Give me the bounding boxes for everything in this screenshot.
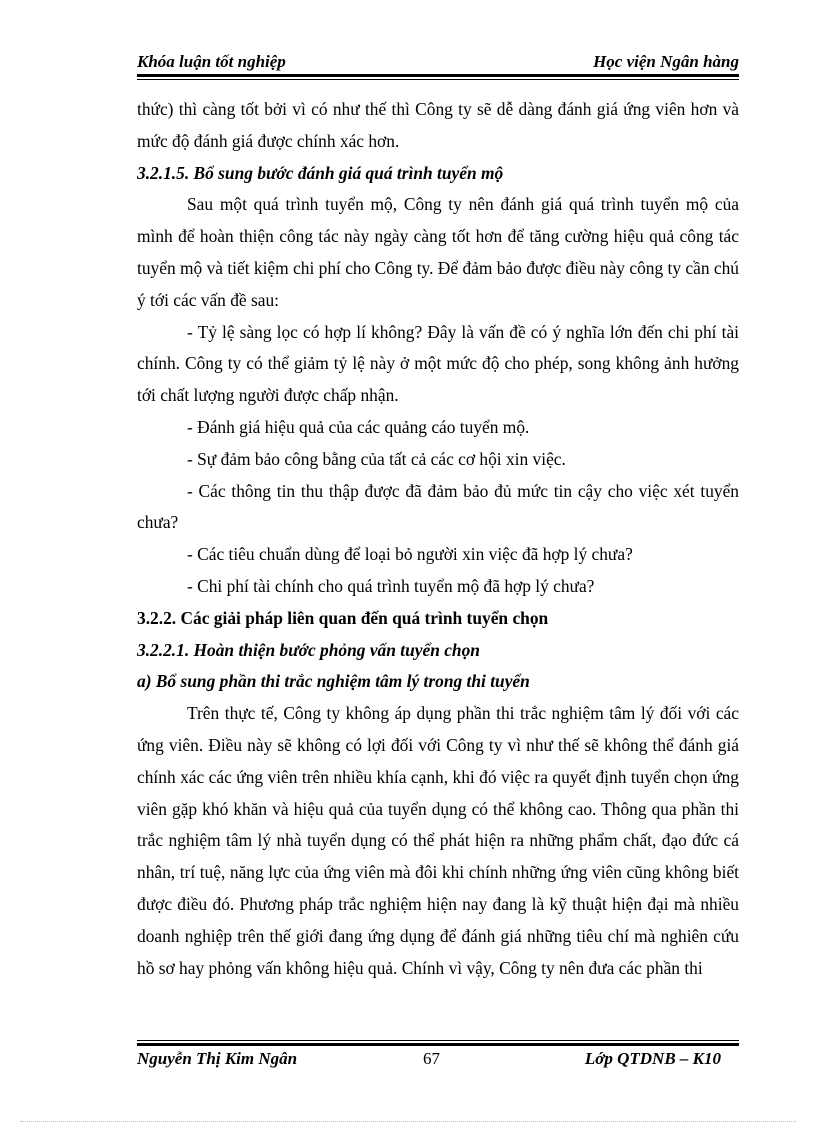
bullet-financial-cost: - Chi phí tài chính cho quá trình tuyển mộ đã hợp lý chưa? xyxy=(187,575,595,596)
bullet-fairness: - Sự đảm bảo công bằng của tất cả các cơ hội xin việc. xyxy=(187,448,566,469)
page-footer xyxy=(137,1049,739,1073)
footer-author: Nguyễn Thị Kim Ngân xyxy=(137,1049,298,1068)
footer-rule-thin xyxy=(137,1040,739,1041)
section-heading-3-2-2: 3.2.2. Các giải pháp liên quan đến quá trình tuyển chọn xyxy=(137,607,549,628)
header-rule-thick xyxy=(137,74,739,77)
section-heading-3-2-1-5: 3.2.1.5. Bổ sung bước đánh giá quá trình tuyển mộ xyxy=(137,162,504,183)
page-body xyxy=(137,94,739,984)
header-institution: Học viện Ngân hàng xyxy=(593,52,739,71)
paragraph-psychological-test: Trên thực tế, Công ty không áp dụng phần thi trắc nghiệm tâm lý đối với các ứng viên. Điều này sẽ không có lợi đối với Công ty vì như thế sẽ không thể đánh giá chính xác các ứng viên trên nhiều khía cạnh, khi đó việc ra quyết định tuyển chọn ứng viên gặp khó khăn và hiệu quả của tuyển dụng có thể không cao. Thông qua phần thi trắc nghiệm tâm lý nhà tuyển dụng có thể phát hiện ra những phẩm chất, đạo đức cá nhân, trí tuệ, năng lực của ứng viên mà đôi khi chính những ứng viên cũng không biết được điều đó. Phương pháp trắc nghiệm hiện nay đang là kỹ thuật hiện đại mà nhiều doanh nghiệp trên thế giới đang ứng dụng để đánh giá những tiêu chí mà nghiên cứu hồ sơ hay phỏng vấn không hiệu quả. Chính vì vậy, Công ty nên đưa các phần thi xyxy=(137,703,739,978)
subsection-heading-a: a) Bổ sung phần thi trắc nghiệm tâm lý trong thi tuyển xyxy=(137,671,530,692)
page-number: 67 xyxy=(423,1049,440,1068)
paragraph-recruitment-evaluation: Sau một quá trình tuyển mộ, Công ty nên đánh giá quá trình tuyển mộ của mình để hoàn thiện công tác này ngày càng tốt hơn để tăng cường hiệu quả công tác tuyển mộ và tiết kiệm chi phí cho Công ty. Để đảm bảo được điều này công ty cần chú ý tới các vấn đề sau: xyxy=(137,194,739,310)
footer-rule-thick xyxy=(137,1043,739,1046)
page-header xyxy=(137,50,739,74)
footer-class: Lớp QTDNB – K10 xyxy=(584,1049,721,1068)
bullet-information-reliability: - Các thông tin thu thập được đã đảm bảo đủ mức tin cậy cho việc xét tuyển chưa? xyxy=(137,480,739,533)
bullet-elimination-criteria: - Các tiêu chuẩn dùng để loại bỏ người xin việc đã hợp lý chưa? xyxy=(187,544,633,565)
header-thesis-title: Khóa luận tốt nghiệp xyxy=(137,52,286,71)
page-bottom-dotted-line xyxy=(20,1121,796,1122)
bullet-advertising-effectiveness: - Đánh giá hiệu quả của các quảng cáo tuyển mộ. xyxy=(187,416,530,437)
bullet-screening-ratio: - Tỷ lệ sàng lọc có hợp lí không? Đây là vấn đề có ý nghĩa lớn đến chi phí tài chính. Công ty có thể giảm tỷ lệ này ở một mức độ cho phép, song không ảnh hưởng tới chất lượng người được chấp nhận. xyxy=(137,321,739,406)
header-rule-thin xyxy=(137,79,739,80)
paragraph-continuation: thức) thì càng tốt bởi vì có như thế thì Công ty sẽ dễ dàng đánh giá ứng viên hơn và mức độ đánh giá được chính xác hơn. xyxy=(137,99,739,151)
section-heading-3-2-2-1: 3.2.2.1. Hoàn thiện bước phỏng vấn tuyển chọn xyxy=(137,639,480,660)
